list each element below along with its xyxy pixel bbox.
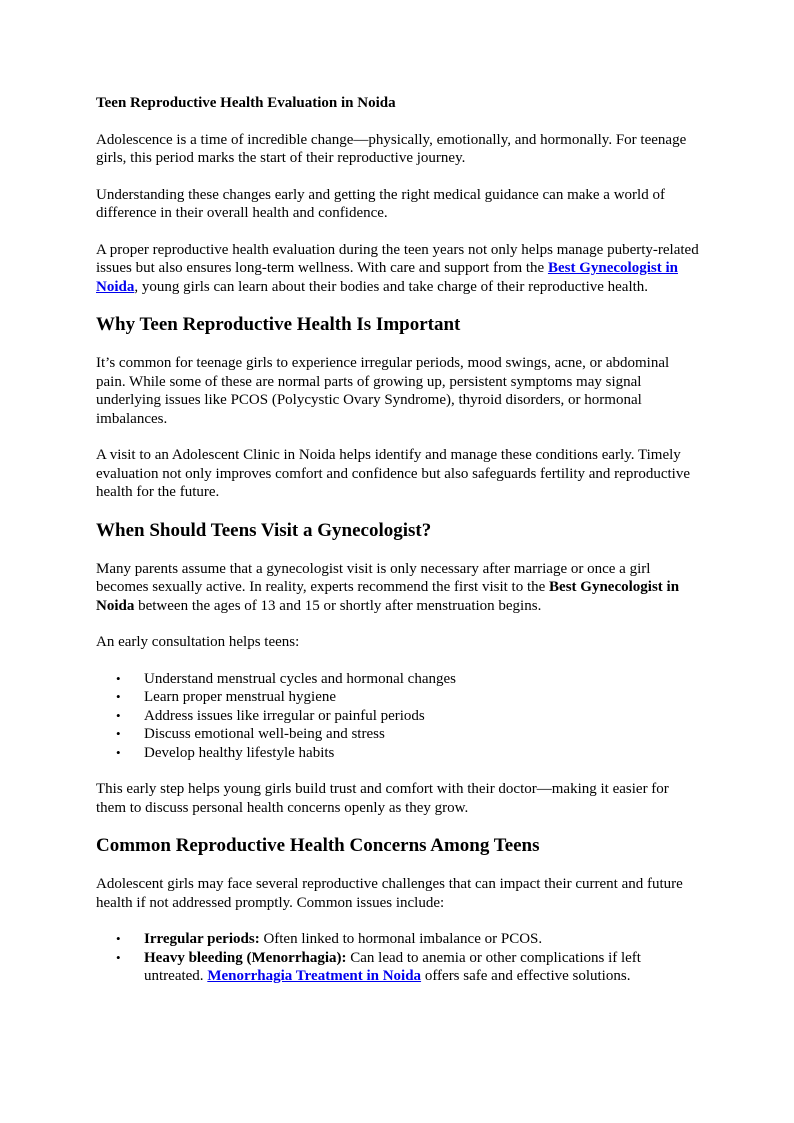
bullet-icon: • (116, 670, 121, 686)
section2-heading: When Should Teens Visit a Gynecologist? (96, 519, 432, 541)
list-item (96, 949, 700, 986)
list-item-text: Address issues like irregular or painful periods (144, 707, 425, 724)
list-item-text: Understand menstrual cycles and hormonal changes (144, 670, 456, 687)
section1-heading: Why Teen Reproductive Health Is Important (96, 314, 461, 335)
intro-paragraph-3 (96, 241, 700, 297)
consultation-benefits-list (96, 670, 700, 763)
concern-text-after: offers safe and effective solutions. (421, 968, 631, 984)
bullet-icon: • (116, 744, 121, 760)
section3-heading: Common Reproductive Health Concerns Among Teens (96, 835, 540, 856)
list-item-text: Discuss emotional well-being and stress (144, 726, 385, 742)
bullet-icon: • (116, 689, 121, 704)
section2-paragraph-1 (96, 560, 700, 616)
concern-text: Can lead to anemia or other complications if left untreated. (144, 949, 641, 984)
concerns-list (96, 930, 700, 986)
list-item (96, 707, 700, 726)
menorrhagia-treatment-link[interactable]: Menorrhagia Treatment in Noida (207, 968, 422, 984)
best-gynecologist-link[interactable]: Best Gynecologist in Noida (96, 260, 678, 295)
list-item (96, 930, 700, 949)
document-title: Teen Reproductive Health Evaluation in Noida (96, 95, 396, 111)
section2-p1-bold: Best Gynecologist in Noida (96, 579, 680, 614)
concern-label: Heavy bleeding (Menorrhagia): (144, 949, 347, 966)
section2-p1-after: between the ages of 13 and 15 or shortly after menstruation begins. (134, 597, 542, 614)
section1-paragraph-2: A visit to an Adolescent Clinic in Noida helps identify and manage these conditions early. Timely evaluation not only improves comfort and confidence but also safeguards fertility and reproductive health for the future. (96, 447, 690, 500)
section3-paragraph-1: Adolescent girls may face several reproductive challenges that can impact their current and future health if not addressed promptly. Common issues include: (96, 876, 683, 911)
bullet-icon: • (116, 949, 121, 965)
list-item-text: Develop healthy lifestyle habits (144, 744, 335, 761)
bullet-icon: • (116, 726, 121, 741)
intro-p3-before: A proper reproductive health evaluation during the teen years not only helps manage puberty-related issues but also ensures long-term wellness. With care and support from the (96, 241, 699, 276)
document-page (96, 94, 700, 1004)
section1-paragraph-1: It’s common for teenage girls to experience irregular periods, mood swings, acne, or abdominal pain. While some of these are normal parts of growing up, persistent symptoms may signal underlying issues like PCOS (Polycystic Ovary Syndrome), thyroid disorders, or hormonal imbalances. (96, 355, 670, 427)
list-item-text: Learn proper menstrual hygiene (144, 689, 337, 705)
concern-label: Irregular periods: (144, 931, 260, 947)
section2-paragraph-3: This early step helps young girls build trust and comfort with their doctor—making it easier for them to discuss personal health concerns openly as they grow. (96, 781, 669, 816)
bullet-icon: • (116, 707, 121, 723)
concern-text: Often linked to hormonal imbalance or PCOS. (259, 931, 543, 947)
list-item (96, 688, 700, 707)
list-item (96, 744, 700, 763)
bullet-icon: • (116, 931, 121, 946)
intro-paragraph-1: Adolescence is a time of incredible change—physically, emotionally, and hormonally. For teenage girls, this period marks the start of their reproductive journey. (96, 131, 687, 166)
list-item (96, 670, 700, 689)
intro-p3-after: , young girls can learn about their bodies and take charge of their reproductive health. (134, 278, 649, 295)
list-item (96, 725, 700, 744)
section2-paragraph-2: An early consultation helps teens: (96, 634, 300, 650)
intro-paragraph-2: Understanding these changes early and getting the right medical guidance can make a world of difference in their overall health and confidence. (96, 186, 665, 221)
section2-p1-before: Many parents assume that a gynecologist visit is only necessary after marriage or once a girl becomes sexually active. In reality, experts recommend the first visit to the (96, 560, 651, 595)
